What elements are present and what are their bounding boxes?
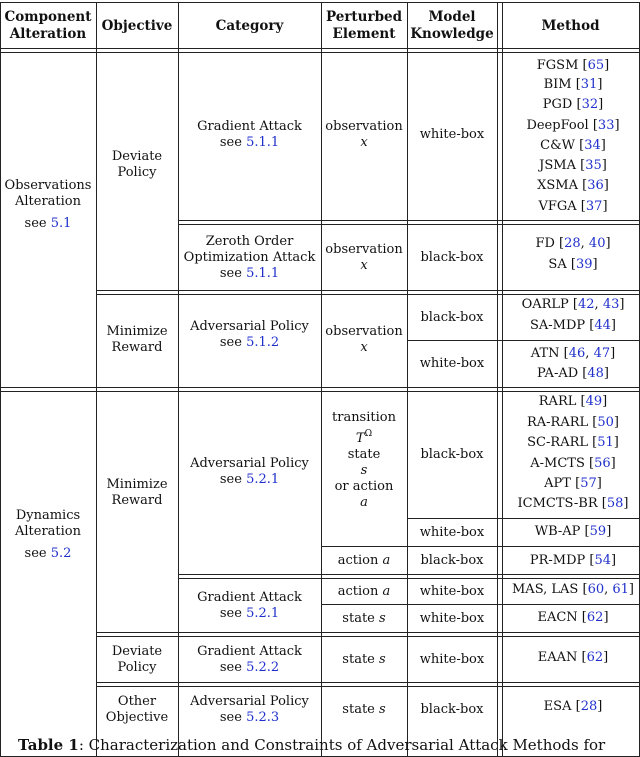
header-category: Category [215, 17, 284, 34]
element-transition-state-action: transition $T^\Omega$ state s or action a [332, 409, 396, 510]
citation-link[interactable]: 40 [588, 236, 606, 251]
citation-link[interactable]: 33 [597, 118, 615, 133]
citation-link[interactable]: 28 [580, 699, 598, 714]
knowledge-white-box: white-box [419, 651, 485, 667]
header-model-knowledge: Model Knowledge [410, 9, 494, 42]
method-item: PA-AD [48] [537, 366, 609, 381]
method-item: FGSM [65] [536, 58, 610, 73]
element-observation: observation x [325, 324, 403, 355]
method-item: FD [28, 40] [535, 236, 611, 251]
citation-link[interactable]: 49 [585, 394, 603, 409]
citation-link[interactable]: 39 [575, 257, 593, 272]
citation-link[interactable]: 57 [580, 476, 597, 491]
element-action: action a [337, 583, 391, 599]
citation-link[interactable]: 43 [602, 297, 620, 312]
citation-link[interactable]: 42 [578, 297, 595, 312]
citation-link[interactable]: 62 [586, 610, 604, 625]
component-dynamics: Dynamics Alteration see 5.2 [14, 508, 81, 561]
section-link[interactable]: 5.1.2 [246, 335, 280, 350]
citation-link[interactable]: 28 [564, 236, 581, 251]
element-observation: observation x [325, 119, 403, 150]
citation-link[interactable]: 61 [612, 582, 629, 597]
knowledge-white-box: white-box [419, 583, 485, 599]
citation-link[interactable]: 31 [580, 77, 598, 92]
method-item: RARL [49] [538, 394, 608, 409]
knowledge-white-box: white-box [419, 610, 485, 626]
method-item: PGD [32] [542, 97, 604, 112]
header-objective: Objective [101, 17, 173, 34]
category-adversarial-policy: Adversarial Policy see 5.2.1 [190, 456, 309, 487]
method-item: EAAN [62] [537, 650, 609, 665]
knowledge-black-box: black-box [420, 552, 484, 568]
citation-link[interactable]: 46 [568, 346, 586, 361]
method-item: RA-RARL [50] [526, 415, 619, 430]
section-link[interactable]: 5.2.3 [246, 709, 280, 725]
knowledge-black-box: black-box [420, 250, 484, 265]
method-item: PR-MDP [54] [529, 553, 617, 568]
knowledge-black-box: black-box [420, 701, 484, 717]
element-state: state s [342, 651, 386, 667]
method-item: SA-MDP [44] [529, 318, 616, 333]
section-link[interactable]: 5.1.1 [246, 135, 280, 150]
knowledge-black-box: black-box [420, 447, 484, 462]
element-observation: observation x [325, 242, 403, 273]
header-method: Method [541, 17, 600, 34]
method-item: MAS, LAS [60, 61] [512, 582, 634, 597]
method-item: ESA [28] [543, 699, 603, 714]
citation-link[interactable]: 54 [594, 553, 612, 568]
section-link[interactable]: 5.1.1 [246, 265, 280, 281]
method-item: XSMA [36] [537, 178, 609, 193]
section-link[interactable]: 5.2 [50, 546, 72, 561]
objective-minimize-reward: Minimize Reward [106, 324, 168, 355]
header-component: Component Alteration [4, 9, 92, 42]
method-item: EACN [62] [537, 610, 609, 625]
citation-link[interactable]: 36 [587, 178, 604, 193]
method-item: WB-AP [59] [534, 524, 612, 539]
method-item: ATN [46, 47] [530, 346, 616, 361]
method-item: DeepFool [33] [526, 118, 620, 133]
component-observations: Observations Alteration see 5.1 [4, 178, 92, 231]
element-state: state s [342, 701, 386, 717]
section-link[interactable]: 5.1 [50, 216, 72, 231]
section-link[interactable]: 5.2.1 [246, 605, 280, 621]
citation-link[interactable]: 59 [589, 524, 607, 539]
method-item: OARLP [42, 43] [521, 297, 625, 312]
method-item: APT [57] [544, 476, 602, 491]
citation-link[interactable]: 65 [587, 58, 605, 73]
table-caption: Table 1: Characterization and Constraints of Adversarial Attack Methods for [18, 736, 606, 752]
element-state: state s [342, 610, 386, 626]
objective-minimize-reward: Minimize Reward [106, 477, 168, 508]
method-item: JSMA [35] [539, 158, 607, 173]
method-item: C&W [34] [540, 138, 606, 153]
category-adversarial-policy: Adversarial Policy see 5.2.3 [190, 693, 309, 725]
knowledge-white-box: white-box [419, 524, 485, 540]
method-item: BIM [31] [543, 77, 603, 92]
method-item: VFGA [37] [538, 199, 608, 214]
citation-link[interactable]: 56 [594, 456, 611, 471]
category-gradient-attack: Gradient Attack see 5.2.1 [197, 589, 302, 621]
objective-deviate-policy: Deviate Policy [111, 149, 163, 180]
section-link[interactable]: 5.2.2 [246, 659, 280, 675]
knowledge-black-box: black-box [420, 309, 484, 325]
method-item: A-MCTS [56] [530, 456, 616, 471]
header-perturbed-element: Perturbed Element [325, 9, 403, 42]
objective-deviate-policy: Deviate Policy [111, 643, 163, 675]
citation-link[interactable]: 50 [597, 415, 614, 430]
citation-link[interactable]: 60 [587, 582, 605, 597]
element-action: action a [337, 552, 391, 568]
method-item: SC-RARL [51] [527, 435, 619, 450]
citation-link[interactable]: 34 [584, 138, 601, 153]
section-link[interactable]: 5.2.1 [246, 472, 280, 487]
objective-other: Other Objective [105, 693, 169, 725]
method-item: ICMCTS-BR [58] [517, 496, 629, 511]
category-adversarial-policy: Adversarial Policy see 5.1.2 [190, 319, 309, 350]
citation-link[interactable]: 44 [594, 318, 611, 333]
citation-link[interactable]: 47 [593, 346, 611, 361]
category-gradient-attack: Gradient Attack see 5.2.2 [197, 643, 302, 675]
citation-link[interactable]: 37 [585, 199, 603, 214]
knowledge-white-box: white-box [419, 127, 485, 142]
citation-link[interactable]: 51 [597, 435, 614, 450]
citation-link[interactable]: 35 [585, 158, 602, 173]
method-item: SA [39] [548, 257, 598, 272]
citation-link[interactable]: 58 [606, 496, 624, 511]
citation-link[interactable]: 48 [587, 366, 604, 381]
knowledge-white-box: white-box [419, 356, 485, 371]
category-gradient-attack: Gradient Attack see 5.1.1 [197, 119, 302, 150]
citation-link[interactable]: 62 [586, 650, 604, 665]
category-zeroth-order: Zeroth Order Optimization Attack see 5.1.1 [183, 233, 316, 281]
citation-link[interactable]: 32 [581, 97, 599, 112]
